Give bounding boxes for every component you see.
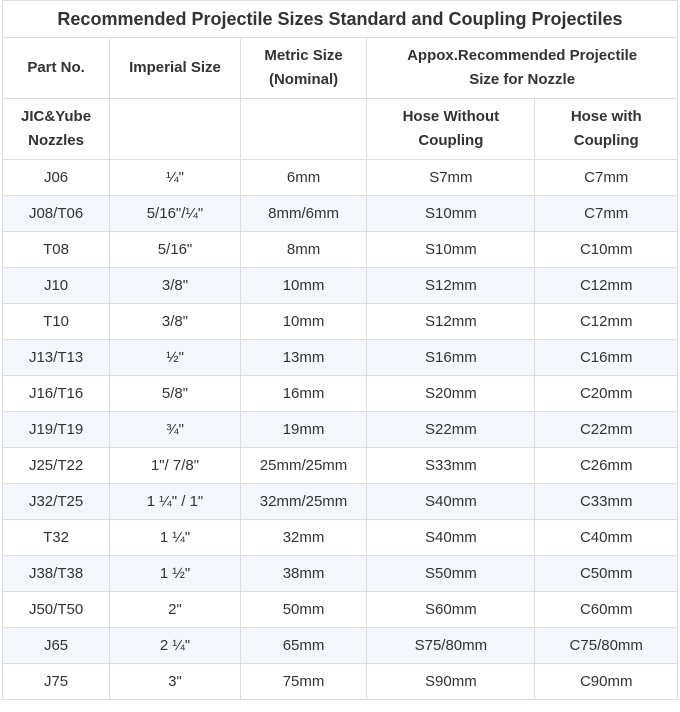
cell-without-coupling: S22mm [367,412,535,448]
cell-imperial-size: 5/8" [110,376,241,412]
table-title-row [3,1,678,38]
cell-with-coupling: C40mm [535,520,678,556]
cell-imperial-size: ¼" [110,160,241,196]
cell-part-no: J06 [3,160,110,196]
cell-part-no: J75 [3,664,110,700]
table-row [3,520,678,556]
header-hose-without-coupling [367,99,535,160]
header-metric-size [240,38,366,99]
header-with-line2: Coupling [573,132,639,149]
header-jic-nozzles [3,99,110,160]
header-jic-line2: Nozzles [28,132,84,149]
cell-imperial-size: 1"/ 7/8" [110,448,241,484]
cell-without-coupling: S7mm [367,160,535,196]
cell-part-no: J19/T19 [3,412,110,448]
cell-part-no: J38/T38 [3,556,110,592]
header-without-line1: Hose Without [402,108,500,125]
cell-imperial-size: 1 ¼" / 1" [110,484,241,520]
subheader-empty-metric [240,99,366,160]
cell-with-coupling: C90mm [535,664,678,700]
table-row [3,556,678,592]
cell-metric-size: 8mm [240,232,366,268]
cell-without-coupling: S12mm [367,304,535,340]
table-title: Recommended Projectile Sizes Standard and Coupling Projectiles [3,1,678,38]
header-row [3,38,678,99]
projectile-sizes-table-container [2,0,678,700]
cell-imperial-size: 2 ¼" [110,628,241,664]
cell-imperial-size: 3/8" [110,268,241,304]
cell-without-coupling: S40mm [367,484,535,520]
cell-with-coupling: C60mm [535,592,678,628]
cell-part-no: T10 [3,304,110,340]
cell-without-coupling: S60mm [367,592,535,628]
table-row [3,412,678,448]
table-row [3,232,678,268]
header-part-no: Part No. [3,38,110,99]
cell-with-coupling: C7mm [535,160,678,196]
header-jic-line1: JIC&Yube [21,108,92,125]
cell-without-coupling: S10mm [367,196,535,232]
table-row [3,340,678,376]
header-metric-size-line1: Metric Size [264,47,343,64]
cell-part-no: T32 [3,520,110,556]
cell-with-coupling: C26mm [535,448,678,484]
cell-metric-size: 32mm [240,520,366,556]
header-hose-with-coupling [535,99,678,160]
header-without-line2: Coupling [418,132,484,149]
projectile-sizes-table [2,0,678,700]
table-row [3,484,678,520]
cell-without-coupling: S75/80mm [367,628,535,664]
header-recommended-line1: Appox.Recommended Projectile [407,47,638,64]
cell-part-no: J08/T06 [3,196,110,232]
cell-with-coupling: C10mm [535,232,678,268]
header-recommended-line2: Size for Nozzle [469,71,576,88]
cell-metric-size: 25mm/25mm [240,448,366,484]
header-metric-size-line2: (Nominal) [268,71,339,88]
cell-metric-size: 16mm [240,376,366,412]
cell-imperial-size: 3" [110,664,241,700]
subheader-empty-imperial [110,99,241,160]
cell-with-coupling: C16mm [535,340,678,376]
cell-without-coupling: S50mm [367,556,535,592]
table-row [3,448,678,484]
cell-without-coupling: S33mm [367,448,535,484]
cell-part-no: J32/T25 [3,484,110,520]
table-row [3,304,678,340]
table-row [3,664,678,700]
cell-without-coupling: S20mm [367,376,535,412]
cell-without-coupling: S90mm [367,664,535,700]
cell-imperial-size: ½" [110,340,241,376]
cell-part-no: J65 [3,628,110,664]
cell-metric-size: 75mm [240,664,366,700]
cell-metric-size: 8mm/6mm [240,196,366,232]
cell-imperial-size: 5/16"/¼" [110,196,241,232]
cell-imperial-size: ¾" [110,412,241,448]
cell-metric-size: 50mm [240,592,366,628]
cell-imperial-size: 1 ¼" [110,520,241,556]
cell-metric-size: 32mm/25mm [240,484,366,520]
cell-without-coupling: S16mm [367,340,535,376]
cell-imperial-size: 5/16" [110,232,241,268]
cell-imperial-size: 3/8" [110,304,241,340]
table-row [3,376,678,412]
cell-imperial-size: 1 ½" [110,556,241,592]
header-imperial-size: Imperial Size [110,38,241,99]
cell-with-coupling: C50mm [535,556,678,592]
header-recommended-size [367,38,678,99]
cell-metric-size: 13mm [240,340,366,376]
cell-metric-size: 10mm [240,268,366,304]
table-row [3,160,678,196]
cell-with-coupling: C20mm [535,376,678,412]
cell-part-no: T08 [3,232,110,268]
cell-metric-size: 10mm [240,304,366,340]
cell-part-no: J50/T50 [3,592,110,628]
cell-with-coupling: C12mm [535,268,678,304]
table-row [3,196,678,232]
cell-part-no: J10 [3,268,110,304]
table-row [3,268,678,304]
cell-metric-size: 65mm [240,628,366,664]
cell-metric-size: 19mm [240,412,366,448]
table-row [3,592,678,628]
table-row [3,628,678,664]
cell-metric-size: 6mm [240,160,366,196]
cell-with-coupling: C33mm [535,484,678,520]
cell-with-coupling: C22mm [535,412,678,448]
cell-part-no: J13/T13 [3,340,110,376]
cell-without-coupling: S12mm [367,268,535,304]
header-with-line1: Hose with [570,108,642,125]
cell-part-no: J16/T16 [3,376,110,412]
cell-imperial-size: 2" [110,592,241,628]
cell-metric-size: 38mm [240,556,366,592]
cell-with-coupling: C75/80mm [535,628,678,664]
cell-without-coupling: S10mm [367,232,535,268]
cell-without-coupling: S40mm [367,520,535,556]
subheader-row [3,99,678,160]
cell-with-coupling: C12mm [535,304,678,340]
cell-with-coupling: C7mm [535,196,678,232]
cell-part-no: J25/T22 [3,448,110,484]
